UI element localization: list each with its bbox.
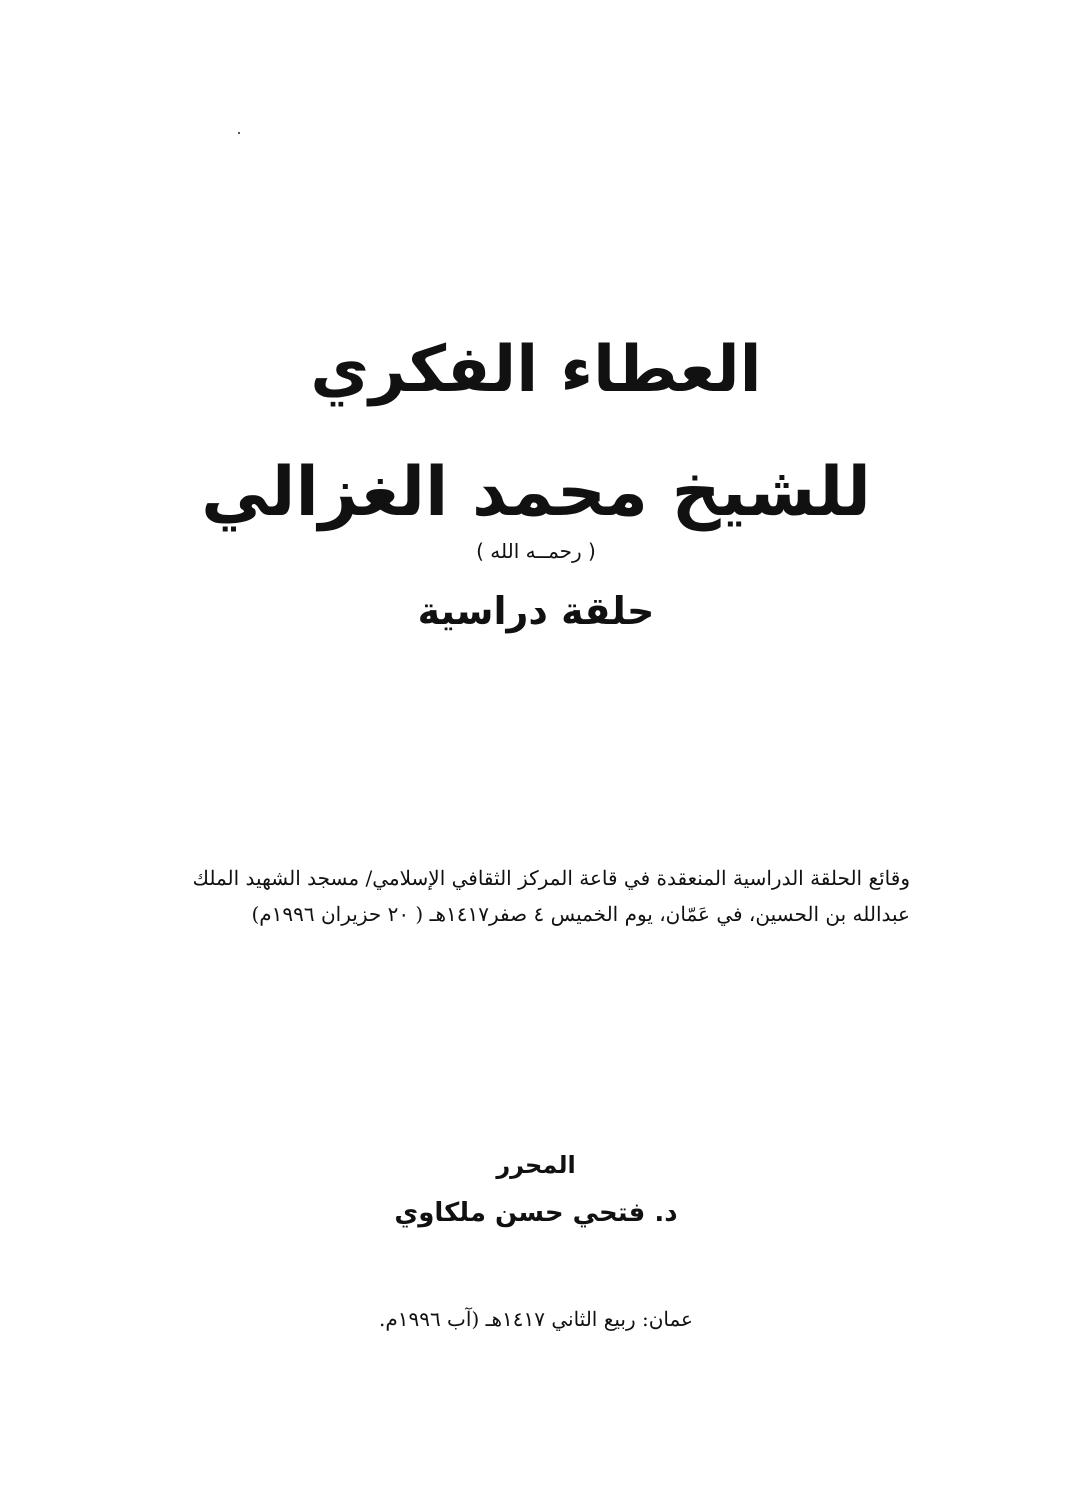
proceedings-description: وقائع الحلقة الدراسية المنعقدة في قاعة المركز الثقافي الإسلامي/ مسجد الشهيد الملك عبدالله بن الحسين، في عَمّان، يوم الخميس ٤ صفر١٤١٧هـ ( ٢٠ حزيران ١٩٩٦م) (192, 866, 910, 926)
editor-role: المحرر (496, 1151, 576, 1179)
scan-speck (238, 132, 240, 134)
book-title-line-2: للشيخ محمد الغزالي (201, 453, 871, 532)
book-title-line-1: العطاء الفكري (310, 333, 762, 407)
publication-place-date: عمان: ربيع الثاني ١٤١٧هـ (آب ١٩٩٦م. (378, 1307, 693, 1331)
honorific: ( رحمــه الله ) (476, 539, 596, 563)
subtitle: حلقة دراسية (417, 589, 655, 633)
editor-name: د. فتحي حسن ملكاوي (394, 1198, 678, 1228)
